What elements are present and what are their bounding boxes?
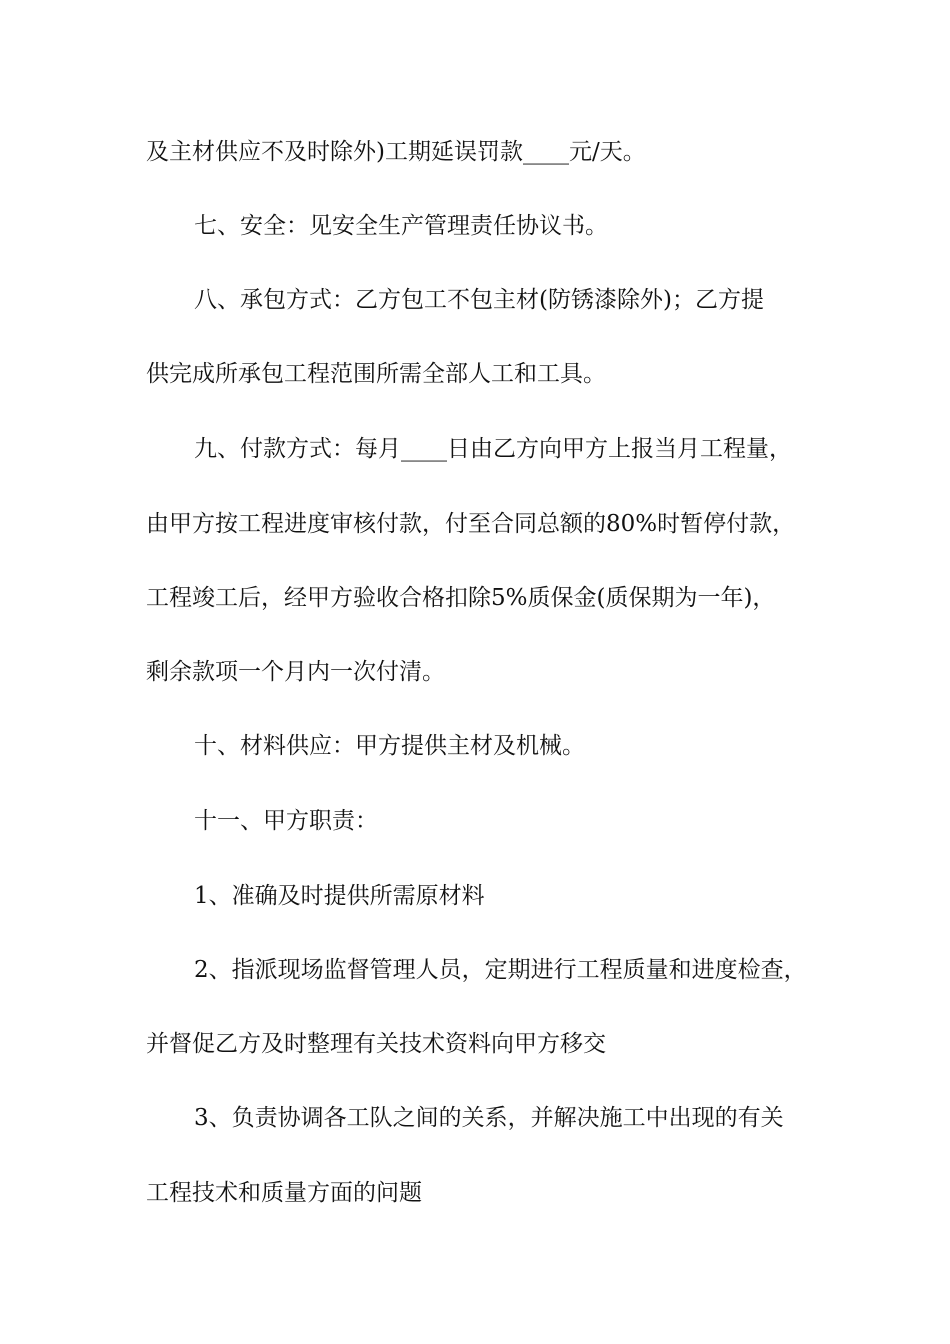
text-line-7: 工程竣工后，经甲方验收合格扣除5%质保金(质保期为一年)，: [146, 585, 776, 611]
text-line-9: 十、材料供应：甲方提供主材及机械。: [194, 733, 585, 759]
text-line-15: 工程技术和质量方面的问题: [146, 1180, 422, 1206]
text-line-12: 2、指派现场监督管理人员，定期进行工程质量和进度检查，: [194, 957, 807, 983]
text-line-2: 七、安全：见安全生产管理责任协议书。: [194, 213, 608, 239]
text-line-6: 由甲方按工程进度审核付款，付至合同总额的80%时暂停付款，: [146, 511, 796, 537]
text-line-10: 十一、甲方职责：: [194, 808, 378, 834]
text-line-11: 1、准确及时提供所需原材料: [194, 883, 485, 909]
text-line-3: 八、承包方式：乙方包工不包主材(防锈漆除外)；乙方提: [194, 287, 764, 313]
text-line-13: 并督促乙方及时整理有关技术资料向甲方移交: [146, 1031, 606, 1057]
text-line-14: 3、负责协调各工队之间的关系，并解决施工中出现的有关: [194, 1105, 784, 1131]
text-line-1: 及主材供应不及时除外)工期延误罚款____元/天。: [146, 139, 646, 165]
text-line-5: 九、付款方式：每月____日由乙方向甲方上报当月工程量，: [194, 436, 792, 462]
text-line-4: 供完成所承包工程范围所需全部人工和工具。: [146, 361, 606, 387]
text-line-8: 剩余款项一个月内一次付清。: [146, 659, 445, 685]
